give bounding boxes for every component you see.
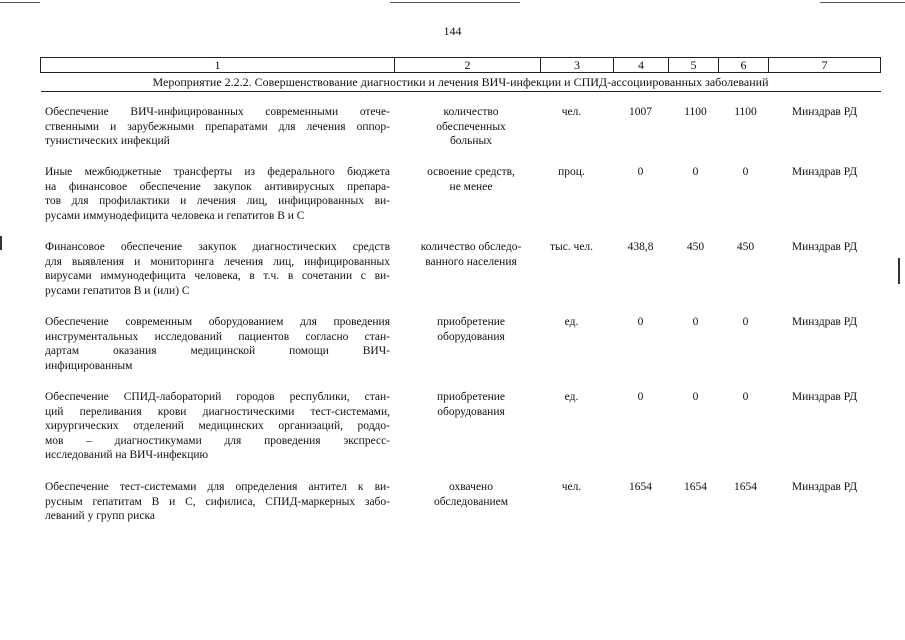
description-line: ственными и зарубежными препаратами для лечения оппор- (45, 120, 390, 133)
col-number-7: 7 (769, 58, 881, 73)
col-number-1: 1 (41, 58, 395, 73)
description-line: Обеспечение ВИЧ-инфицированных современными отече- (45, 106, 390, 118)
description-line: русным гепатитам В и С, сифилиса, СПИД-маркерных забо- (45, 495, 390, 508)
indicator-line: охвачено (449, 481, 493, 493)
col-number-5: 5 (669, 58, 719, 73)
indicator-line: приобретение (436, 316, 506, 328)
column-number-row (41, 58, 881, 73)
indicator-line: приобретение (436, 391, 506, 403)
description-line: для выявления и мониторинга лечения лиц, инфицированных (45, 255, 390, 268)
indicator-line: оборудования (437, 405, 505, 418)
measure-description (45, 315, 390, 373)
indicator-line: больных (449, 135, 493, 147)
description-line: русами гепатитов В и (или) С (45, 284, 190, 297)
section-caption: Мероприятие 2.2.2. Совершенствование диагностики и лечения ВИЧ-инфекции и СПИД-ассоциированных заболеваний (41, 73, 881, 92)
description-line: на финансовое обеспечение закупок антивирусных препара- (45, 180, 390, 193)
description-line: русами иммунодефицита человека и гепатитов В и С (45, 209, 305, 222)
value-col-5: 0 (692, 166, 699, 178)
indicator-line: освоение средств, (427, 166, 515, 178)
measure-description (45, 240, 390, 298)
indicator-line: ванного населения (425, 255, 517, 268)
value-col-4: 1654 (629, 481, 652, 493)
description-line: вирусами иммунодефицита человека, в т.ч. в сочетании с ви- (45, 270, 390, 282)
indicator-line: оборудования (437, 330, 505, 343)
description-line: Иные межбюджетные трансферты из федерального бюджета (45, 166, 390, 178)
col-number-3: 3 (541, 58, 614, 73)
value-col-6: 0 (742, 316, 749, 328)
scan-mark (0, 236, 2, 250)
measure-description (45, 390, 390, 463)
unit-cell: ед. (564, 391, 579, 403)
value-col-4: 0 (637, 391, 644, 403)
measure-description (45, 480, 390, 524)
indicator-name (398, 165, 544, 194)
indicator-name (398, 315, 544, 344)
value-col-4: 1007 (629, 106, 652, 118)
scan-edge-line (0, 2, 40, 3)
measure-description (45, 105, 390, 149)
executor-cell: Минздрав РД (791, 316, 858, 328)
value-col-6: 450 (736, 241, 755, 253)
executor-cell: Минздрав РД (791, 241, 858, 253)
description-line: леваний у групп риска (45, 510, 155, 522)
value-col-5: 1654 (684, 481, 707, 493)
description-line: исследований на ВИЧ-инфекцию (45, 449, 209, 461)
value-col-5: 450 (686, 241, 705, 253)
indicator-line: количество обследо- (420, 241, 522, 253)
description-line: Обеспечение современным оборудованием для проведения (45, 316, 390, 328)
unit-cell: ед. (564, 316, 579, 328)
unit-cell: чел. (561, 106, 582, 118)
indicator-line: не менее (449, 180, 493, 193)
indicator-name (398, 390, 544, 419)
description-line: ций переливания крови диагностическими тест-системами, (45, 405, 390, 418)
description-line: мов – диагностикумами для проведения экспресс- (45, 434, 390, 447)
value-col-6: 1654 (734, 481, 757, 493)
executor-cell: Минздрав РД (791, 166, 858, 178)
executor-cell: Минздрав РД (791, 391, 858, 403)
indicator-line: количество (443, 106, 499, 118)
page-number: 144 (443, 24, 462, 38)
description-line: хирургических отделений медицинских организаций, роддо- (45, 420, 390, 432)
description-line: Обеспечение СПИД-лабораторий городов республики, стан- (45, 391, 390, 403)
value-col-6: 0 (742, 166, 749, 178)
description-line: тов для профилактики и лечения лиц, инфицированных ви- (45, 195, 390, 207)
value-col-4: 0 (637, 166, 644, 178)
description-line: Обеспечение тест-системами для определения антител к ви- (45, 481, 390, 493)
value-col-6: 0 (742, 391, 749, 403)
indicator-line: обследованием (433, 495, 509, 508)
indicator-name (398, 105, 544, 149)
indicator-name (398, 480, 544, 509)
table-header (40, 57, 881, 92)
unit-cell: чел. (561, 481, 582, 493)
description-line: тунистических инфекций (45, 135, 170, 147)
description-line: инфицированным (45, 359, 133, 372)
scan-mark (898, 258, 900, 284)
scan-edge-line (390, 2, 520, 3)
description-line: дартам оказания медицинской помощи ВИЧ- (45, 345, 390, 357)
indicator-line: обеспеченных (436, 120, 506, 133)
value-col-4: 0 (637, 316, 644, 328)
scan-edge-line (820, 2, 905, 3)
col-number-2: 2 (395, 58, 541, 73)
col-number-6: 6 (719, 58, 769, 73)
unit-cell: проц. (558, 166, 585, 178)
description-line: инструментальных исследований пациентов согласно стан- (45, 330, 390, 343)
unit-cell: тыс. чел. (549, 241, 594, 253)
executor-cell: Минздрав РД (791, 106, 858, 118)
value-col-5: 1100 (684, 106, 707, 118)
col-number-4: 4 (614, 58, 669, 73)
indicator-name (398, 240, 544, 269)
value-col-6: 1100 (734, 106, 757, 118)
description-line: Финансовое обеспечение закупок диагностических средств (45, 241, 390, 253)
measure-description (45, 165, 390, 223)
executor-cell: Минздрав РД (791, 481, 858, 493)
value-col-5: 0 (692, 391, 699, 403)
value-col-5: 0 (692, 316, 699, 328)
value-col-4: 438,8 (627, 241, 654, 253)
